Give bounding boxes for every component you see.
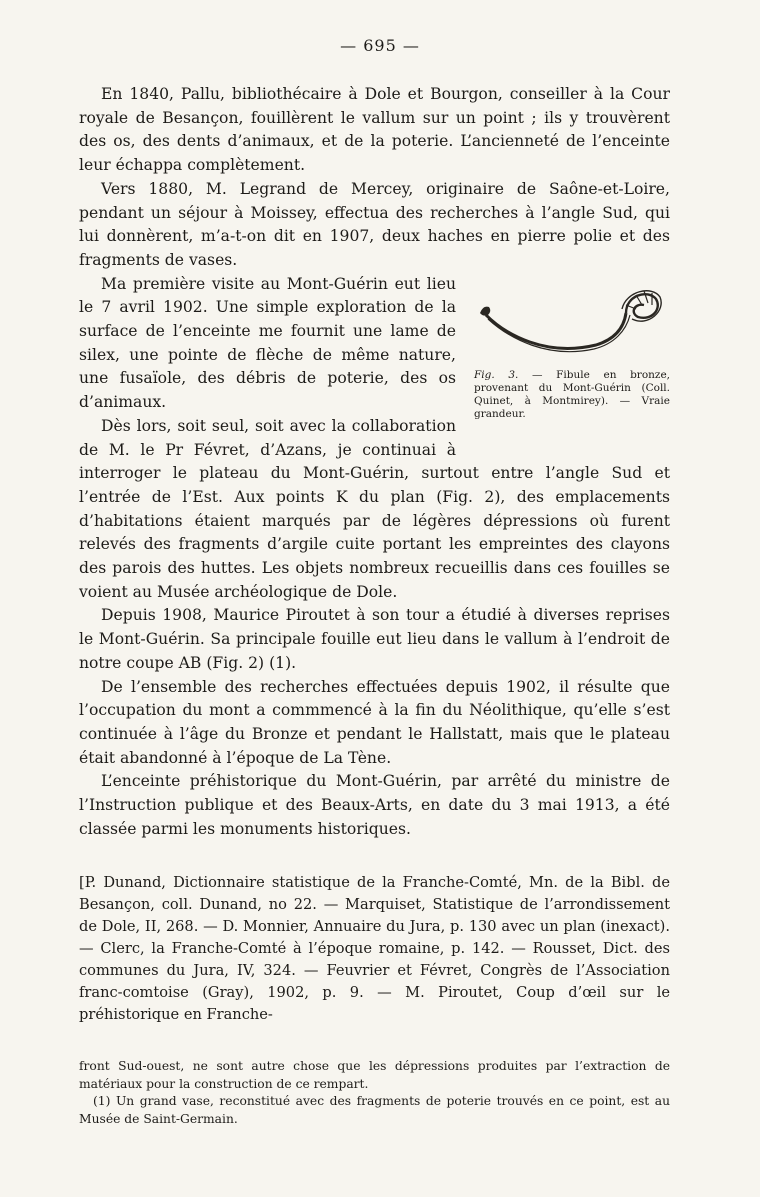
figure-3 [470, 277, 670, 435]
paragraph-6: De l’ensemble des recherches effectuées depuis 1902, il résulte que l’occupation du mont a commmencé à la fin du Néolithique, qu’elle s’est continuée à l’âge du Bronze et pendant le Hallstatt, mais que le plateau était abandonné à l’époque de La Tène. [79, 677, 670, 767]
paragraph-3: Ma première visite au Mont-Guérin eut lieu le 7 avril 1902. Une simple exploration de la surface de l’enceinte me fournit une lame de silex, une pointe de flèche de même nature, une fusaïole, des débris de poterie, des os d’animaux. [79, 274, 456, 412]
figure-caption [470, 369, 670, 421]
bibliography [79, 872, 670, 1026]
main-text [79, 83, 670, 842]
paragraph-1: En 1840, Pallu, bibliothécaire à Dole et Bourgon, conseiller à la Cour royale de Besançon, fouillèrent le vallum sur un point ; ils y trouvèrent des os, des dents d’animaux, et de la poterie. L’ancienneté de l’enceinte leur échappa complètement. [79, 85, 670, 175]
footnotes [79, 1058, 670, 1128]
bibliography-text: [P. Dunand, Dictionnaire statistique de la Franche-Comté, Mn. de la Bibl. de Besançon, coll. Dunand, no 22. — Marquiset, Statistique de l’arrondissement de Dole, II, 268. — D. Monnier, Annuaire du Jura, p. 130 avec un plan (inexact). — Clerc, la Franche-Comté à l’époque romaine, p. 142. — Rousset, Dict. des communes du Jura, IV, 324. — Feuvrier et Févret, Congrès de l’Association franc-comtoise (Gray), 1902, p. 9. — M. Piroutet, Coup d’œil sur le préhistorique en Franche- [79, 874, 670, 1023]
figure-caption-text: Fibule en bronze, provenant du Mont-Guérin (Coll. Quinet, à Montmirey). — Vraie grandeur. [474, 368, 670, 420]
bronze-fibula-illustration [476, 283, 662, 363]
footnote-continuation: front Sud-ouest, ne sont autre chose que les dépressions produites par l’extraction de matériaux pour la construction de ce rempart. [79, 1059, 670, 1091]
paragraph-5: Depuis 1908, Maurice Piroutet à son tour a étudié à diverses reprises le Mont-Guérin. Sa principale fouille eut lieu dans le vallum à l’endroit de notre coupe AB (Fig. 2) (1). [79, 606, 670, 672]
footnote-1: (1) Un grand vase, reconstitué avec des fragments de poterie trouvés en ce point, est au Musée de Saint-Germain. [79, 1094, 670, 1126]
paragraph-7: L’enceinte préhistorique du Mont-Guérin, par arrêté du ministre de l’Instruction publique et des Beaux-Arts, en date du 3 mai 1913, a été classée parmi les monuments historiques. [79, 772, 670, 838]
page-number: — 695 — [340, 36, 420, 55]
figure-label: Fig. 3. — [474, 368, 543, 381]
paragraph-4: Dès lors, soit seul, soit avec la collaboration de M. le Pr Févret, d’Azans, je continuai à interroger le plateau du Mont-Guérin, surtout entre l’angle Sud et l’entrée de l’Est. Aux points K du plan (Fig. 2), des emplacements d’habitations étaient marqués par de légères dépressions où furent relevés des fragments d’argile cuite portant les empreintes des clayons des parois des huttes. Les objets nombreux recueillis dans ces fouilles se voient au Musée archéologique de Dole. [79, 416, 670, 601]
paragraph-2: Vers 1880, M. Legrand de Mercey, originaire de Saône-et-Loire, pendant un séjour à Moissey, effectua des recherches à l’angle Sud, qui lui donnèrent, m’a-t-on dit en 1907, deux haches en pierre polie et des fragments de vases. [79, 179, 670, 269]
